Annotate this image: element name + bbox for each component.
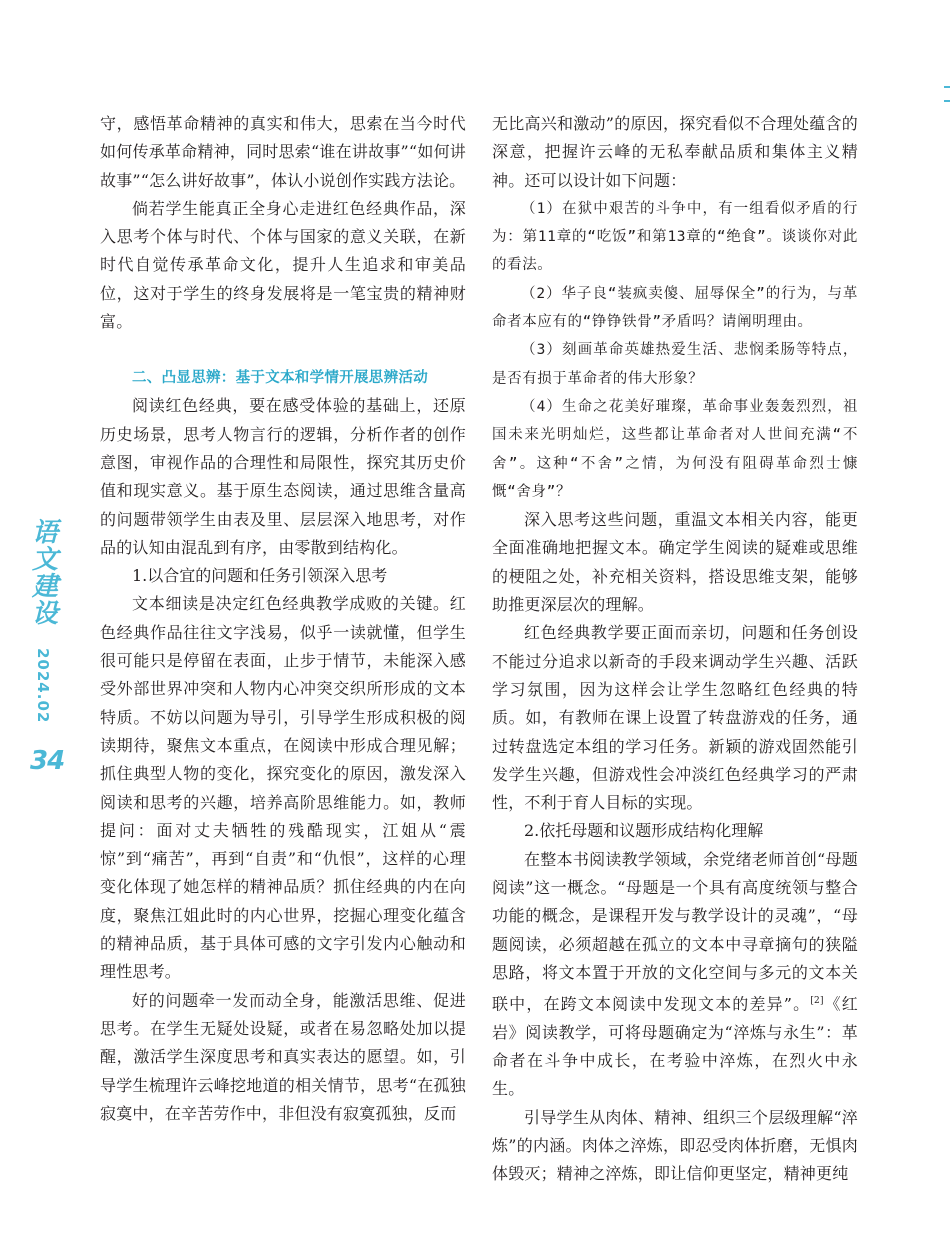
paragraph-text: 《红岩》阅读教学，可将母题确定为“淬炼与永生”：革命者在斗争中成长，在考验中淬炼，在烈火中永生。	[492, 994, 859, 1099]
subsection-heading: 2.依托母题和议题形成结构化理解	[524, 821, 764, 841]
left-column	[100, 110, 466, 1128]
paragraph	[492, 846, 858, 1104]
paragraph: 阅读红色经典，要在感受体验的基础上，还原历史场景，思考人物言行的逻辑，分析作者的创作意图，审视作品的合理性和局限性，探究其历史价值和现实意义。基于原生态阅读，通过思维含量高的问题带领学生由表及里、层层深入地思考，对作品的认知由混乱到有序，由零散到结构化。	[100, 396, 466, 557]
paragraph: 好的问题牵一发而动全身，能激活思维、促进思考。在学生无疑处设疑，或者在易忽略处加以提醒，激活学生深度思考和真实表达的愿望。如，引导学生梳理许云峰挖地道的相关情节，思考“在孤独寂寞中，在辛苦劳作中，非但没有寂寞孤独，反而	[100, 990, 466, 1123]
issue-number: 2024.02	[34, 648, 52, 724]
paragraph: 深入思考这些问题，重温文本相关内容，能更全面准确地把握文本。确定学生阅读的疑难或思维的梗阻之处，补充相关资料，搭设思维支架，能够助推更深层次的理解。	[492, 510, 858, 615]
paragraph: 文本细读是决定红色经典教学成败的关键。红色经典作品往往文字浅易，似乎一读就懂，但学生很可能只是停留在表面，止步于情节，未能深入感受外部世界冲突和人物内心冲突交织所形成的文本特质。不妨以问题为导引，引导学生形成积极的阅读期待，聚焦文本重点，在阅读中形成合理见解；抓住典型人物的变化，探究变化的原因，激发深入阅读和思考的兴趣，培养高阶思维能力。如，教师提问：面对丈夫牺牲的残酷现实，江姐从“震惊”到“痛苦”，再到“自责”和“仇恨”，这样的心理变化体现了她怎样的精神品质？抓住经典的内在向度，聚焦江姐此时的内心世界，挖掘心理变化蕴含的精神品质，基于具体可感的文字引发内心触动和理性思考。	[100, 594, 466, 982]
right-column	[492, 110, 858, 1189]
subsection-heading: 1.以合宜的问题和任务引领深入思考	[132, 566, 388, 586]
question-item: （2）华子良“装疯卖傻、屈辱保全”的行为，与革命者本应有的“铮铮铁骨”矛盾吗？请阐明理由。	[492, 285, 858, 331]
spacer	[100, 336, 466, 364]
page-number: 34	[30, 746, 65, 776]
journal-name-vertical	[30, 520, 60, 628]
paragraph: 红色经典教学要正面而亲切，问题和任务创设不能过分追求以新奇的手段来调动学生兴趣、活跃学习氛围，因为这样会让学生忽略红色经典的特质。如，有教师在课上设置了转盘游戏的任务，通过转盘选定本组的学习任务。新颖的游戏固然能引发学生兴趣，但游戏性会冲淡红色经典学习的严肃性，不利于育人目标的实现。	[492, 623, 858, 813]
section-heading: 二、凸显思辨：基于文本和学情开展思辨活动	[132, 370, 428, 387]
paragraph: 引导学生从肉体、精神、组织三个层级理解“淬炼”的内涵。肉体之淬炼，即忍受肉体折磨，无惧肉体毁灭；精神之淬炼，即让信仰更坚定，精神更纯	[492, 1107, 858, 1184]
question-item: （4）生命之花美好璀璨，革命事业轰轰烈烈，祖国未来光明灿烂，这些都让革命者对人世间充满“不舍”。这种“不舍”之情，为何没有阻碍革命烈士慷慨“舍身”？	[492, 398, 858, 500]
question-item: （1）在狱中艰苦的斗争中，有一组看似矛盾的行为：第11章的“吃饭”和第13章的“绝食”。谈谈你对此的看法。	[492, 200, 858, 274]
journal-name-char: 建	[31, 572, 58, 602]
paragraph: 无比高兴和激动”的原因，探究看似不合理处蕴含的深意，把握许云峰的无私奉献品质和集体主义精神。还可以设计如下问题：	[492, 114, 858, 190]
journal-name-char: 文	[31, 545, 58, 575]
reference-marker: [2]	[810, 996, 824, 1007]
corner-decoration	[944, 86, 950, 102]
paragraph: 守，感悟革命精神的真实和伟大，思索在当今时代如何传承革命精神，同时思索“谁在讲故事”“如何讲故事”“怎么讲好故事”，体认小说创作实践方法论。	[100, 114, 466, 190]
question-item: （3）刻画革命英雄热爱生活、悲悯柔肠等特点，是否有损于革命者的伟大形象？	[492, 342, 858, 387]
journal-name-char: 设	[31, 599, 58, 629]
journal-name-char: 语	[31, 518, 58, 548]
paragraph-text: 在整本书阅读教学领域，余党绪老师首创“母题阅读”这一概念。“母题是一个具有高度统领与整合功能的概念，是课程开发与教学设计的灵魂”，“母题阅读，必须超越在孤立的文本中寻章摘句的狭隘思路，将文本置于开放的文化空间与多元的文本关联中，在跨文本阅读中发现文本的差异”。	[492, 849, 858, 1014]
paragraph: 倘若学生能真正全身心走进红色经典作品，深入思考个体与时代、个体与国家的意义关联，在新时代自觉传承革命文化，提升人生追求和审美品位，这对于学生的终身发展将是一笔宝贵的精神财富。	[100, 198, 466, 332]
